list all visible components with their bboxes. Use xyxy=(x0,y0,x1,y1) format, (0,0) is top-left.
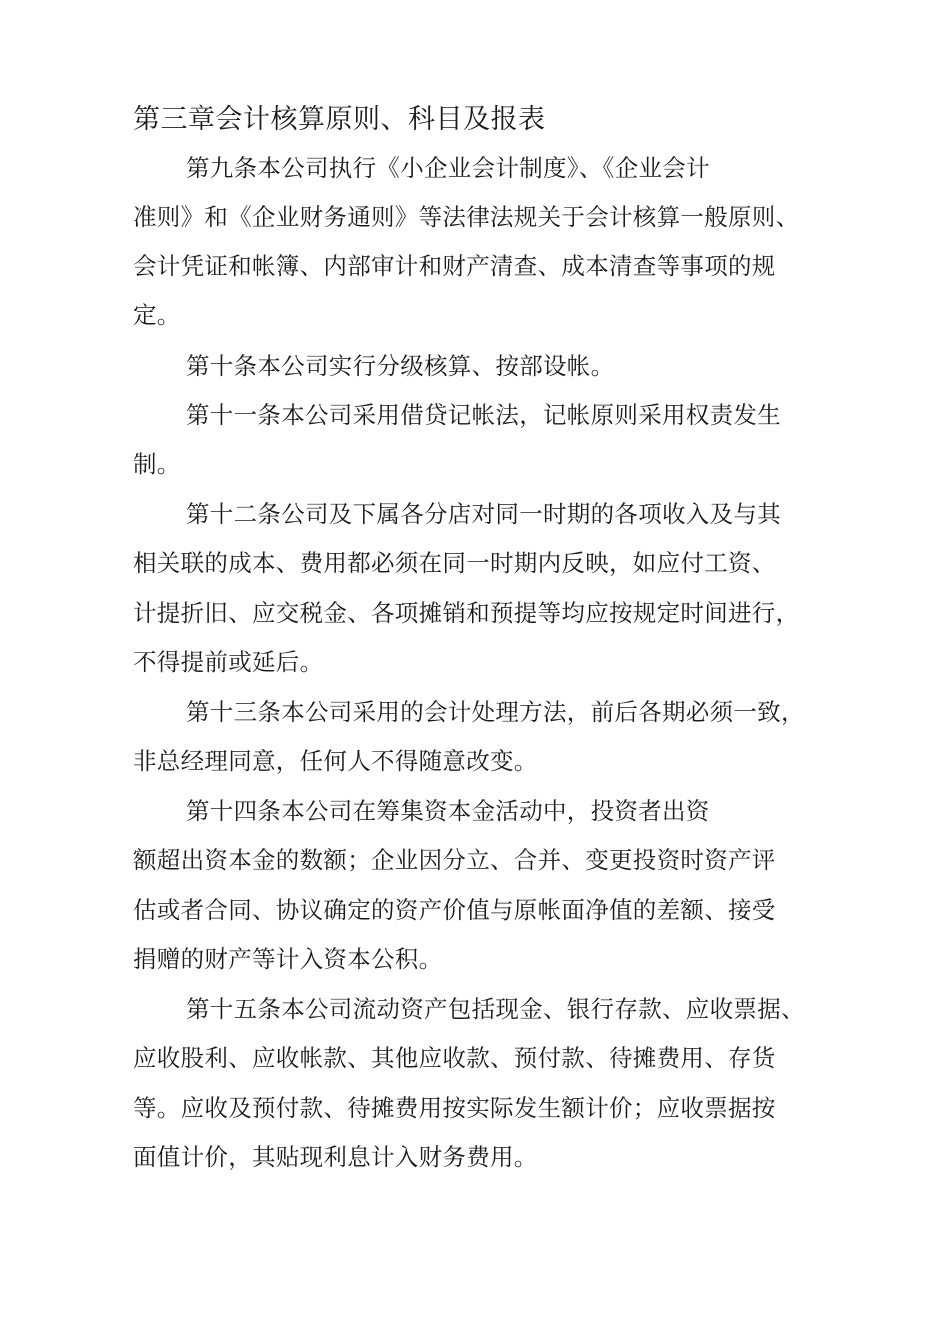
article-15-line-1: 第十五条本公司流动资产包括现金、银行存款、应收票据、 xyxy=(186,995,805,1023)
article-13-line-2: 非总经理同意，任何人不得随意改变。 xyxy=(133,747,538,775)
article-15-line-4: 面值计价，其贴现利息计入财务费用。 xyxy=(133,1143,538,1171)
article-11-line-1: 第十一条本公司采用借贷记帐法，记帐原则采用权责发生 xyxy=(186,401,781,429)
article-9-line-1: 第九条本公司执行《小企业会计制度》、《企业会计 xyxy=(186,154,710,182)
article-9-line-2: 准则》和《企业财务通则》等法律法规关于会计核算一般原则、 xyxy=(133,203,800,231)
article-9-line-3: 会计凭证和帐簿、内部审计和财产清查、成本清查等事项的规 xyxy=(133,252,776,280)
article-12-line-3: 计提折旧、应交税金、各项摊销和预提等均应按规定时间进行， xyxy=(133,599,800,627)
article-14-line-3: 估或者合同、协议确定的资产价值与原帐面净值的差额、接受 xyxy=(133,896,776,924)
article-11-line-2: 制。 xyxy=(133,450,181,478)
article-15-line-3: 等。应收及预付款、待摊费用按实际发生额计价；应收票据按 xyxy=(133,1094,776,1122)
article-9-line-4: 定。 xyxy=(133,301,181,329)
article-13-line-1: 第十三条本公司采用的会计处理方法，前后各期必须一致， xyxy=(186,698,805,726)
article-12-line-4: 不得提前或延后。 xyxy=(133,648,324,676)
article-14-line-4: 捐赠的财产等计入资本公积。 xyxy=(133,945,443,973)
article-15-line-2: 应收股利、应收帐款、其他应收款、预付款、待摊费用、存货 xyxy=(133,1044,776,1072)
article-10-line-1: 第十条本公司实行分级核算、按部设帐。 xyxy=(186,352,615,380)
article-14-line-1: 第十四条本公司在筹集资本金活动中，投资者出资 xyxy=(186,797,710,825)
article-14-line-2: 额超出资本金的数额；企业因分立、合并、变更投资时资产评 xyxy=(133,846,776,874)
article-12-line-1: 第十二条公司及下属各分店对同一时期的各项收入及与其 xyxy=(186,500,781,528)
chapter-title: 第三章会计核算原则、科目及报表 xyxy=(133,104,546,135)
article-12-line-2: 相关联的成本、费用都必须在同一时期内反映，如应付工资、 xyxy=(133,549,776,577)
